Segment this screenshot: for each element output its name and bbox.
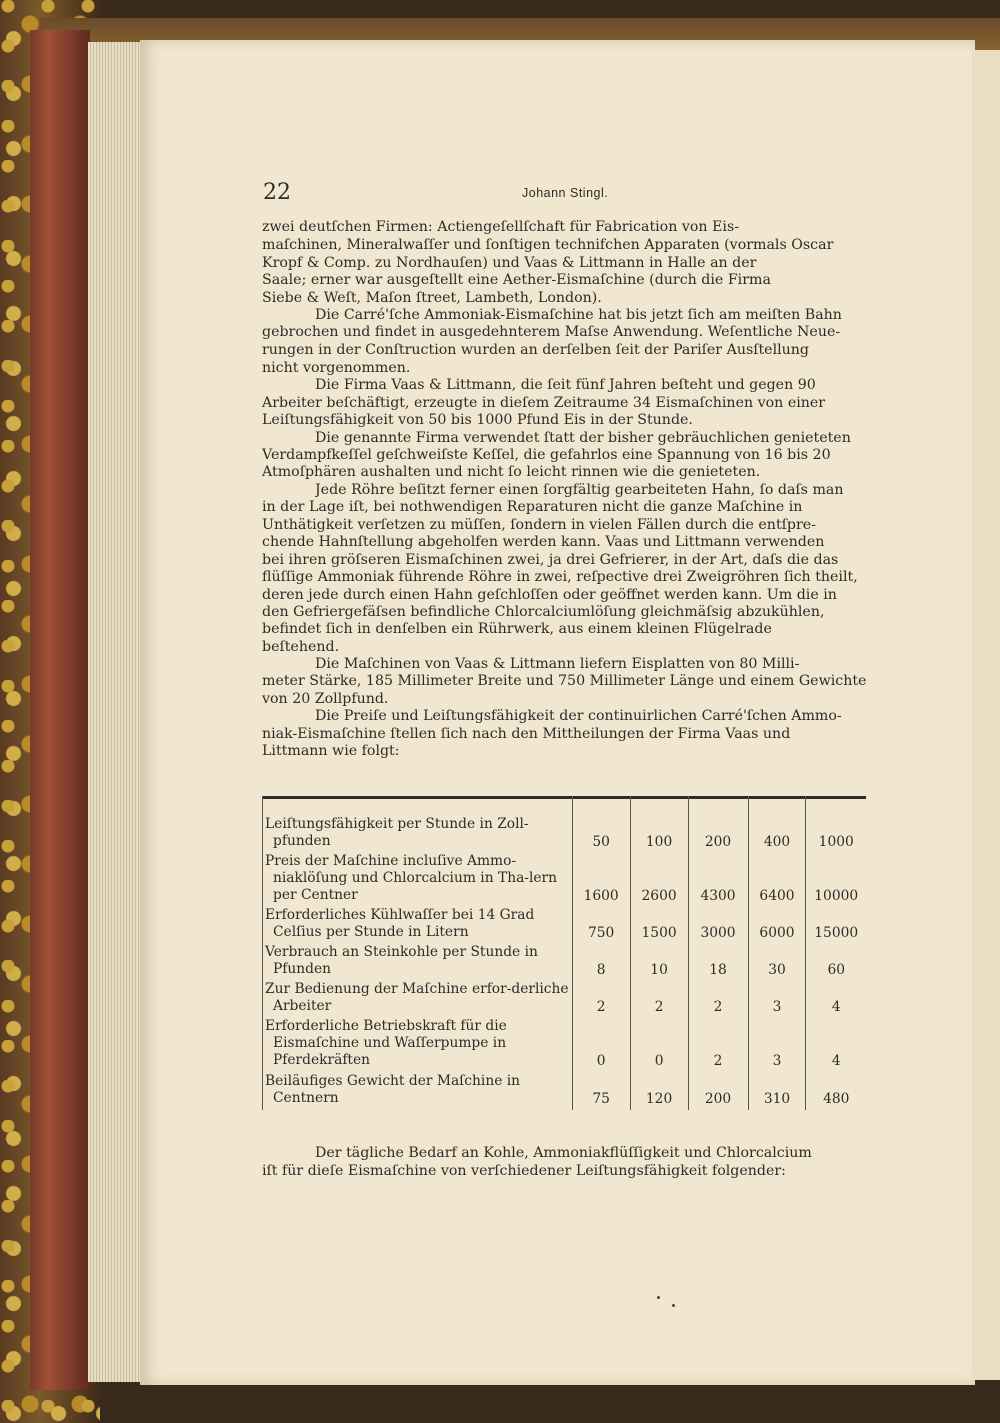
cell-value: 75 [572, 1072, 630, 1110]
table-row [263, 853, 867, 907]
cell-value: 750 [572, 907, 630, 944]
body-line: beſtehend. [262, 639, 340, 655]
row-label: Zur Bedienung der Maſchine erfor-derliche Arbeiter [263, 981, 573, 1018]
body-line: Die Preiſe und Leiſtungsfähigkeit der continuirlichen Carré'ſchen Ammo- [315, 708, 842, 724]
body-line: nicht vorgenommen. [262, 360, 411, 376]
body-line: Die Carré'ſche Ammoniak-Eismaſchine hat bis jetzt ſich am meiſten Bahn [315, 307, 842, 323]
cell-value: 4 [806, 981, 866, 1018]
table-row [263, 1072, 867, 1110]
page-edges [88, 42, 146, 1382]
row-label: Preis der Maſchine incluſive Ammo-niaklöſung und Chlorcalcium in Tha-lern per Centner [263, 853, 573, 907]
body-line: den Gefriergefäſsen befindliche Chlorcalciumlöſung gleichmäſsig abzukühlen, [262, 604, 825, 620]
body-line: meter Stärke, 185 Millimeter Breite und 750 Millimeter Länge und einem Gewichte [262, 673, 867, 689]
cell-value: 3 [748, 1018, 806, 1072]
body-line: Kropf & Comp. zu Nordhauſen) und Vaas & Littmann in Halle an der [262, 255, 757, 271]
page-number: 22 [263, 180, 291, 205]
cell-value: 18 [688, 944, 748, 981]
body-line: Verdampfkeſſel geſchweiſste Keſſel, die gefahrlos eine Spannung von 16 bis 20 [262, 447, 831, 463]
cell-value: 3 [748, 981, 806, 1018]
body-line: chende Hahnſtellung abgeholfen werden kann. Vaas und Littmann verwenden [262, 534, 825, 550]
cell-value: 0 [572, 1018, 630, 1072]
table-row [263, 907, 867, 944]
cell-value: 2600 [630, 853, 688, 907]
body-line: zwei deutſchen Firmen: Actiengeſellſchaft für Fabrication von Eis- [262, 219, 740, 235]
cell-value: 100 [630, 796, 688, 853]
body-line: Saale; erner war ausgeſtellt eine Aether-Eismaſchine (durch die Firma [262, 272, 771, 288]
cell-value: 4300 [688, 853, 748, 907]
body-line: Die Maſchinen von Vaas & Littmann liefern Eisplatten von 80 Milli- [315, 656, 800, 672]
body-line: in der Lage iſt, bei nothwendigen Reparaturen nicht die ganze Maſchine in [262, 499, 803, 515]
cell-value: 1600 [572, 853, 630, 907]
cell-value: 10 [630, 944, 688, 981]
ink-speck [672, 1304, 675, 1307]
cell-value: 120 [630, 1072, 688, 1110]
table-row [263, 944, 867, 981]
cell-value: 15000 [806, 907, 866, 944]
table-row [263, 981, 867, 1018]
cell-value: 50 [572, 796, 630, 853]
cell-value: 480 [806, 1072, 866, 1110]
cell-value: 30 [748, 944, 806, 981]
cell-value: 200 [688, 796, 748, 853]
performance-table [262, 796, 866, 1110]
footer-line: iſt für dieſe Eismaſchine von verſchiedener Leiſtungsfähigkeit folgender: [262, 1163, 786, 1179]
body-line: Arbeiter beſchäftigt, erzeugte in dieſem Zeitraume 34 Eismaſchinen von einer [262, 395, 826, 411]
cell-value: 60 [806, 944, 866, 981]
cell-value: 1000 [806, 796, 866, 853]
body-line: Die genannte Firma verwendet ſtatt der bisher gebräuchlichen genieteten [315, 430, 851, 446]
row-label: Erforderliches Kühlwaſſer bei 14 Grad Celſius per Stunde in Litern [263, 907, 573, 944]
cell-value: 6000 [748, 907, 806, 944]
cell-value: 4 [806, 1018, 866, 1072]
cell-value: 8 [572, 944, 630, 981]
footer-line: Der tägliche Bedarf an Kohle, Ammoniakflüſſigkeit und Chlorcalcium [315, 1145, 812, 1161]
body-line: maſchinen, Mineralwaſſer und ſonſtigen technifchen Apparaten (vormals Oscar [262, 237, 834, 253]
body-line: Littmann wie folgt: [262, 743, 400, 759]
body-line: flüſſige Ammoniak führende Röhre in zwei, reſpective drei Zweigröhren ſich theilt, [262, 569, 858, 585]
cell-value: 2 [572, 981, 630, 1018]
cell-value: 200 [688, 1072, 748, 1110]
body-line: befindet ſich in denſelben ein Rührwerk, aus einem kleinen Flügelrade [262, 621, 772, 637]
cell-value: 2 [688, 1018, 748, 1072]
cell-value: 1500 [630, 907, 688, 944]
cell-value: 2 [630, 981, 688, 1018]
cell-value: 3000 [688, 907, 748, 944]
body-line: bei ihren gröſseren Eismaſchinen zwei, ja drei Gefrierer, in der Art, daſs die das [262, 552, 839, 568]
cell-value: 0 [630, 1018, 688, 1072]
body-line: Leiſtungsfähigkeit von 50 bis 1000 Pfund Eis in der Stunde. [262, 412, 693, 428]
table-row [263, 796, 867, 853]
row-label: Leiſtungsfähigkeit per Stunde in Zoll-pfunden [263, 796, 573, 853]
cell-value: 2 [688, 981, 748, 1018]
body-line: Siebe & Weſt, Maſon ſtreet, Lambeth, London). [262, 290, 602, 306]
row-label: Erforderliche Betriebskraft für die Eismaſchine und Waſſerpumpe in Pferdekräften [263, 1018, 573, 1072]
facing-page [972, 50, 1000, 1380]
body-line: Atmoſphären aushalten und nicht ſo leicht rinnen wie die genieteten. [262, 464, 761, 480]
table-row [263, 1018, 867, 1072]
body-line: Die Firma Vaas & Littmann, die ſeit fünf Jahren beſteht und gegen 90 [315, 377, 816, 393]
body-line: gebrochen und findet in ausgedehnterem Maſse Anwendung. Weſentliche Neue- [262, 324, 841, 340]
cell-value: 400 [748, 796, 806, 853]
cell-value: 10000 [806, 853, 866, 907]
cell-value: 310 [748, 1072, 806, 1110]
ink-speck [657, 1296, 660, 1299]
body-line: rungen in der Conſtruction wurden an derſelben ſeit der Pariſer Ausſtellung [262, 342, 810, 358]
body-line: Unthätigkeit verſetzen zu müſſen, ſondern in vielen Fällen durch die entſpre- [262, 517, 816, 533]
body-line: deren jede durch einen Hahn geſchloſſen oder geöffnet werden kann. Um die in [262, 587, 837, 603]
row-label: Beiläufiges Gewicht der Maſchine in Centnern [263, 1072, 573, 1110]
body-line: niak-Eismaſchine ſtellen ſich nach den Mittheilungen der Firma Vaas und [262, 726, 791, 742]
body-line: Jede Röhre beſitzt ferner einen ſorgfältig gearbeiteten Hahn, ſo daſs man [315, 482, 844, 498]
book-spine [30, 30, 90, 1390]
body-line: von 20 Zollpfund. [262, 691, 389, 707]
running-head: Johann Stingl. [522, 186, 609, 200]
row-label: Verbrauch an Steinkohle per Stunde in Pfunden [263, 944, 573, 981]
cell-value: 6400 [748, 853, 806, 907]
